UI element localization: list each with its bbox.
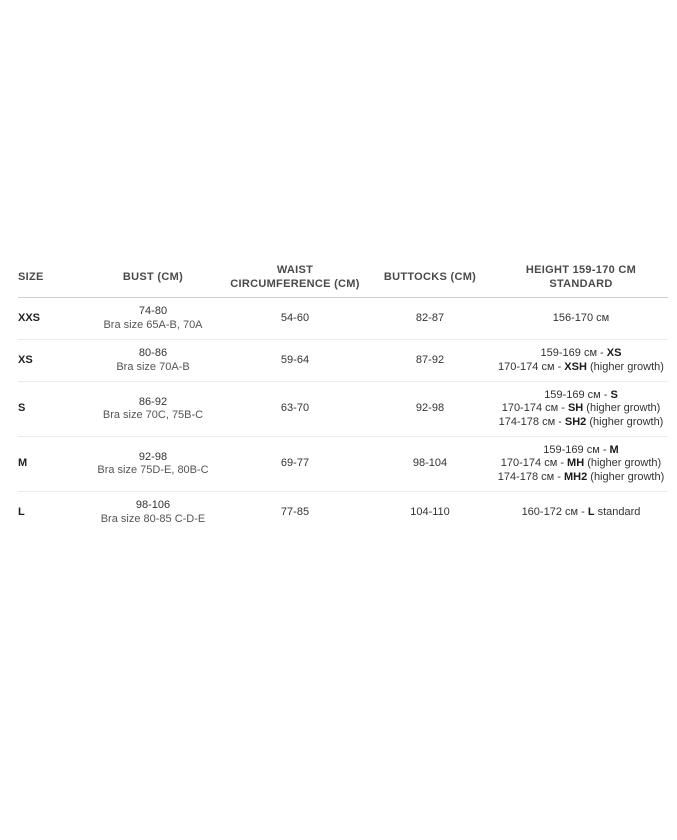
cell-buttocks: 98-104 [366, 437, 494, 492]
height-line: 170-174 см - SH (higher growth) [501, 402, 661, 415]
cell-size: L [18, 506, 25, 518]
cell-height [494, 437, 668, 492]
bust-value: 74-80 [138, 305, 168, 317]
header-waist-line2: CIRCUMFERENCE (CM) [230, 277, 360, 290]
header-height-line2: STANDARD [549, 277, 613, 290]
cell-bust [82, 340, 224, 382]
cell-height [494, 298, 668, 340]
cell-buttocks: 92-98 [366, 382, 494, 437]
header-buttocks: BUTTOCKS (CM) [366, 256, 494, 298]
bra-size: Bra size 75D-E, 80B-C [97, 464, 209, 476]
table-row [18, 437, 668, 492]
height-line: 174-178 см - MH2 (higher growth) [497, 470, 665, 483]
header-height [494, 256, 668, 298]
height-line: 174-178 см - SH2 (higher growth) [498, 415, 664, 428]
cell-size: S [18, 382, 82, 437]
cell-waist: 63-70 [224, 382, 366, 437]
cell-buttocks: 82-87 [366, 298, 494, 340]
table-header-row [18, 256, 668, 298]
header-bust: BUST (CM) [82, 256, 224, 298]
cell-bust [82, 437, 224, 492]
bust-value: 80-86 [138, 347, 168, 359]
height-line: 159-169 см - XS [540, 347, 622, 359]
bust-value: 98-106 [135, 499, 171, 512]
cell-size: M [18, 437, 82, 492]
cell-waist: 77-85 [280, 506, 310, 518]
cell-size: XS [18, 340, 82, 382]
height-line: 159-169 см - S [544, 388, 618, 401]
cell-buttocks: 87-92 [366, 340, 494, 382]
cell-waist: 59-64 [224, 340, 366, 382]
table-row [18, 382, 668, 437]
header-height-line1: HEIGHT 159-170 CM [525, 263, 637, 276]
bra-size: Bra size 65A-B, 70A [103, 318, 203, 331]
bra-size: Bra size 70C, 75B-C [102, 409, 204, 421]
bra-size: Bra size 70A-B [116, 360, 190, 373]
size-chart-table [18, 256, 668, 534]
cell-buttocks: 104-110 [410, 506, 450, 518]
cell-height [494, 492, 668, 534]
cell-bust [82, 298, 224, 340]
bust-value: 86-92 [138, 395, 168, 408]
height-line: 160-172 см - L standard [521, 506, 641, 518]
cell-bust [82, 492, 224, 534]
header-waist-line1: WAIST [276, 263, 314, 276]
height-line: 170-174 см - XSH (higher growth) [498, 360, 664, 373]
table-row [18, 298, 668, 340]
cell-height [494, 382, 668, 437]
bust-value: 92-98 [138, 450, 168, 463]
cell-waist: 69-77 [224, 437, 366, 492]
height-line: 170-174 см - MH (higher growth) [500, 457, 662, 470]
cell-height [494, 340, 668, 382]
cell-waist: 54-60 [224, 298, 366, 340]
header-waist [224, 256, 366, 298]
cell-size: XXS [18, 298, 82, 340]
table-row [18, 492, 668, 534]
table-row [18, 340, 668, 382]
cell-bust [82, 382, 224, 437]
bra-size: Bra size 80-85 C-D-E [100, 512, 206, 525]
height-line: 159-169 см - M [543, 443, 619, 456]
height-line: 156-170 см [552, 311, 610, 324]
header-size: SIZE [18, 256, 82, 298]
